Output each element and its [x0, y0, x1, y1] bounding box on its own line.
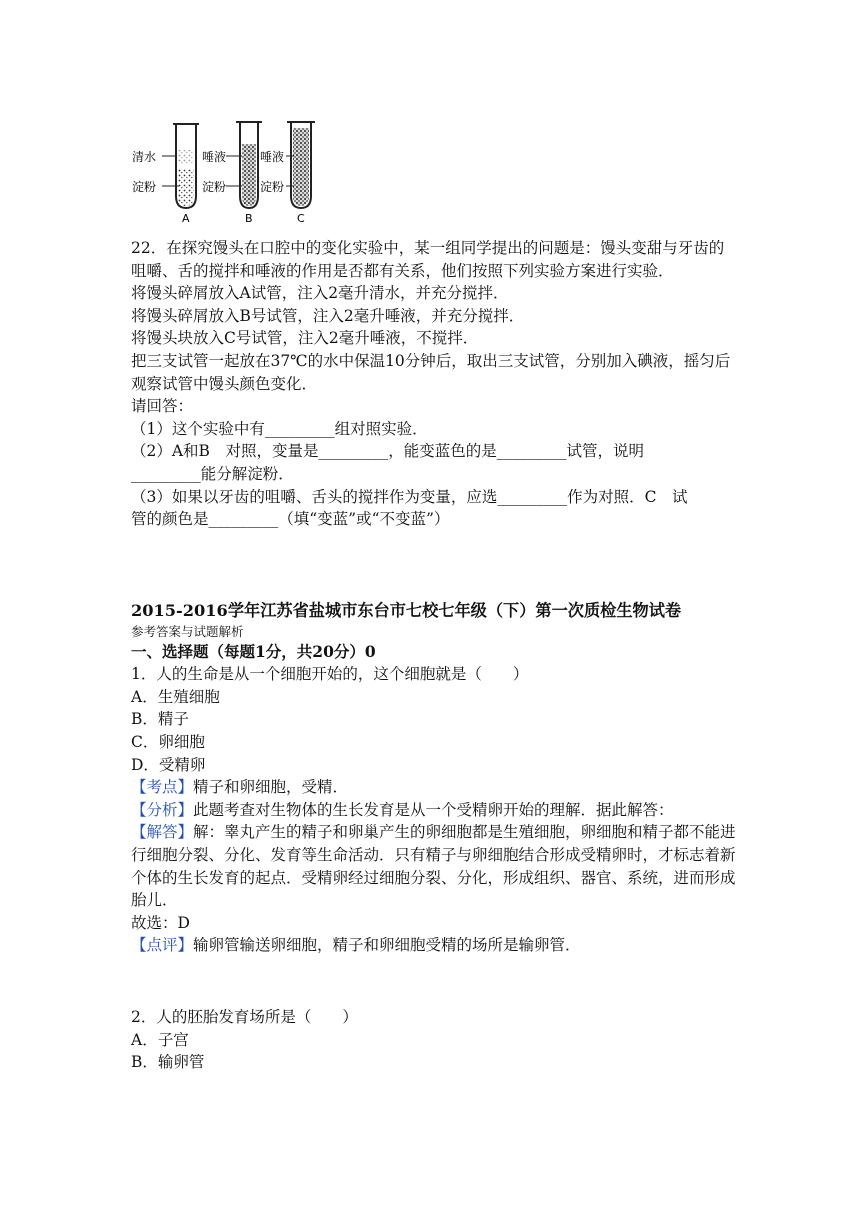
kaodian-tag: 【考点】	[131, 778, 194, 797]
question-22-stem: 22．在探究馒头在口腔中的变化实验中，某一组同学提出的问题是：馒头变甜与牙齿的咀嚼、舌的搅拌和唾液的作用是否都有关系，他们按照下列实验方案进行实验．	[131, 239, 725, 280]
q2-option-a: A．子宫	[131, 1030, 189, 1049]
jieda-tag: 【解答】	[131, 823, 194, 842]
tube-c	[286, 122, 315, 208]
jieda-text: 解：睾丸产生的精子和卵巢产生的卵细胞都是生殖细胞，卵细胞和精子都不能进行细胞分裂、分化、发育等生命活动．只有精子与卵细胞结合形成受精卵时，才标志着新个体的生长发育的起点．受精卵经过细胞分裂、分化，形成组织、器官、系统，进而形成胎儿．	[131, 823, 736, 910]
question-22-sub-1: （1）这个实验中有_________组对照实验．	[131, 419, 428, 438]
fenxi-tag: 【分析】	[131, 800, 194, 819]
question-2	[131, 1006, 736, 1074]
q1-option-a: A．生殖细胞	[131, 687, 220, 706]
label-starch-a: 淀粉	[132, 180, 157, 194]
dianping-tag: 【点评】	[131, 936, 194, 955]
kaodian-text: 精子和卵细胞，受精．	[193, 778, 349, 797]
q1-answer: 故选：D	[131, 913, 190, 932]
answer-subtitle: 参考答案与试题解析	[131, 623, 244, 639]
label-tube-c: C	[297, 212, 305, 224]
label-tube-b: B	[245, 212, 253, 224]
question-22	[131, 237, 736, 531]
q1-stem: 1．人的生命是从一个细胞开始的，这个细胞就是（ ）	[131, 665, 529, 684]
question-22-sub-3b: 管的颜色是_________（填“变蓝”或“不变蓝”）	[131, 510, 450, 529]
label-saliva-b: 唾液	[202, 150, 227, 164]
q2-stem: 2．人的胚胎发育场所是（ ）	[131, 1008, 358, 1026]
question-22-prompt: 请回答：	[131, 397, 194, 416]
question-22-sub-3a: （3）如果以牙齿的咀嚼、舌头的搅拌作为变量，应选_________作为对照．C 试	[131, 487, 688, 506]
test-tubes-illustration	[128, 114, 338, 224]
question-22-sub-2b: _________能分解淀粉．	[131, 464, 294, 483]
dianping-text: 输卵管输送卵细胞，精子和卵细胞受精的场所是输卵管．	[193, 936, 581, 955]
label-starch-c: 淀粉	[260, 180, 285, 194]
question-22-step-1: 将馒头碎屑放入A试管，注入2毫升清水，并充分搅拌．	[131, 284, 509, 303]
test-tube-figure	[128, 114, 338, 224]
tube-b	[226, 122, 262, 208]
q1-kaodian	[131, 776, 736, 799]
tube-a	[162, 124, 199, 208]
q2-option-b: B．输卵管	[131, 1053, 205, 1072]
answer-section	[131, 600, 736, 957]
label-water: 清水	[132, 150, 157, 164]
answer-title: 2015-2016学年江苏省盐城市东台市七校七年级（下）第一次质检生物试卷	[131, 601, 682, 620]
label-saliva-c: 唾液	[260, 150, 285, 164]
label-tube-a: A	[182, 212, 190, 224]
section-heading: 一、选择题（每题1分，共20分）0	[131, 641, 376, 661]
question-22-step-3: 将馒头块放入C号试管，注入2毫升唾液，不搅拌．	[131, 329, 479, 348]
q1-option-c: C．卵细胞	[131, 732, 205, 751]
q1-option-d: D．受精卵	[131, 755, 206, 774]
label-starch-b: 淀粉	[202, 180, 227, 194]
q1-option-b: B．精子	[131, 710, 189, 729]
question-22-step-4: 把三支试管一起放在37℃的水中保温10分钟后，取出三支试管，分别加入碘液，摇匀后观察试管中馒头颜色变化．	[131, 351, 731, 393]
question-22-step-2: 将馒头碎屑放入B号试管，注入2毫升唾液，并充分搅拌．	[131, 306, 525, 325]
fenxi-text: 此题考查对生物体的生长发育是从一个受精卵开始的理解．据此解答：	[193, 800, 674, 819]
question-22-sub-2a: （2）A和B 对照，变量是_________，能变蓝色的是_________试管，说明	[131, 442, 644, 461]
q1-jieda	[131, 821, 736, 911]
q1-fenxi	[131, 799, 736, 822]
q1-dianping	[131, 934, 736, 957]
